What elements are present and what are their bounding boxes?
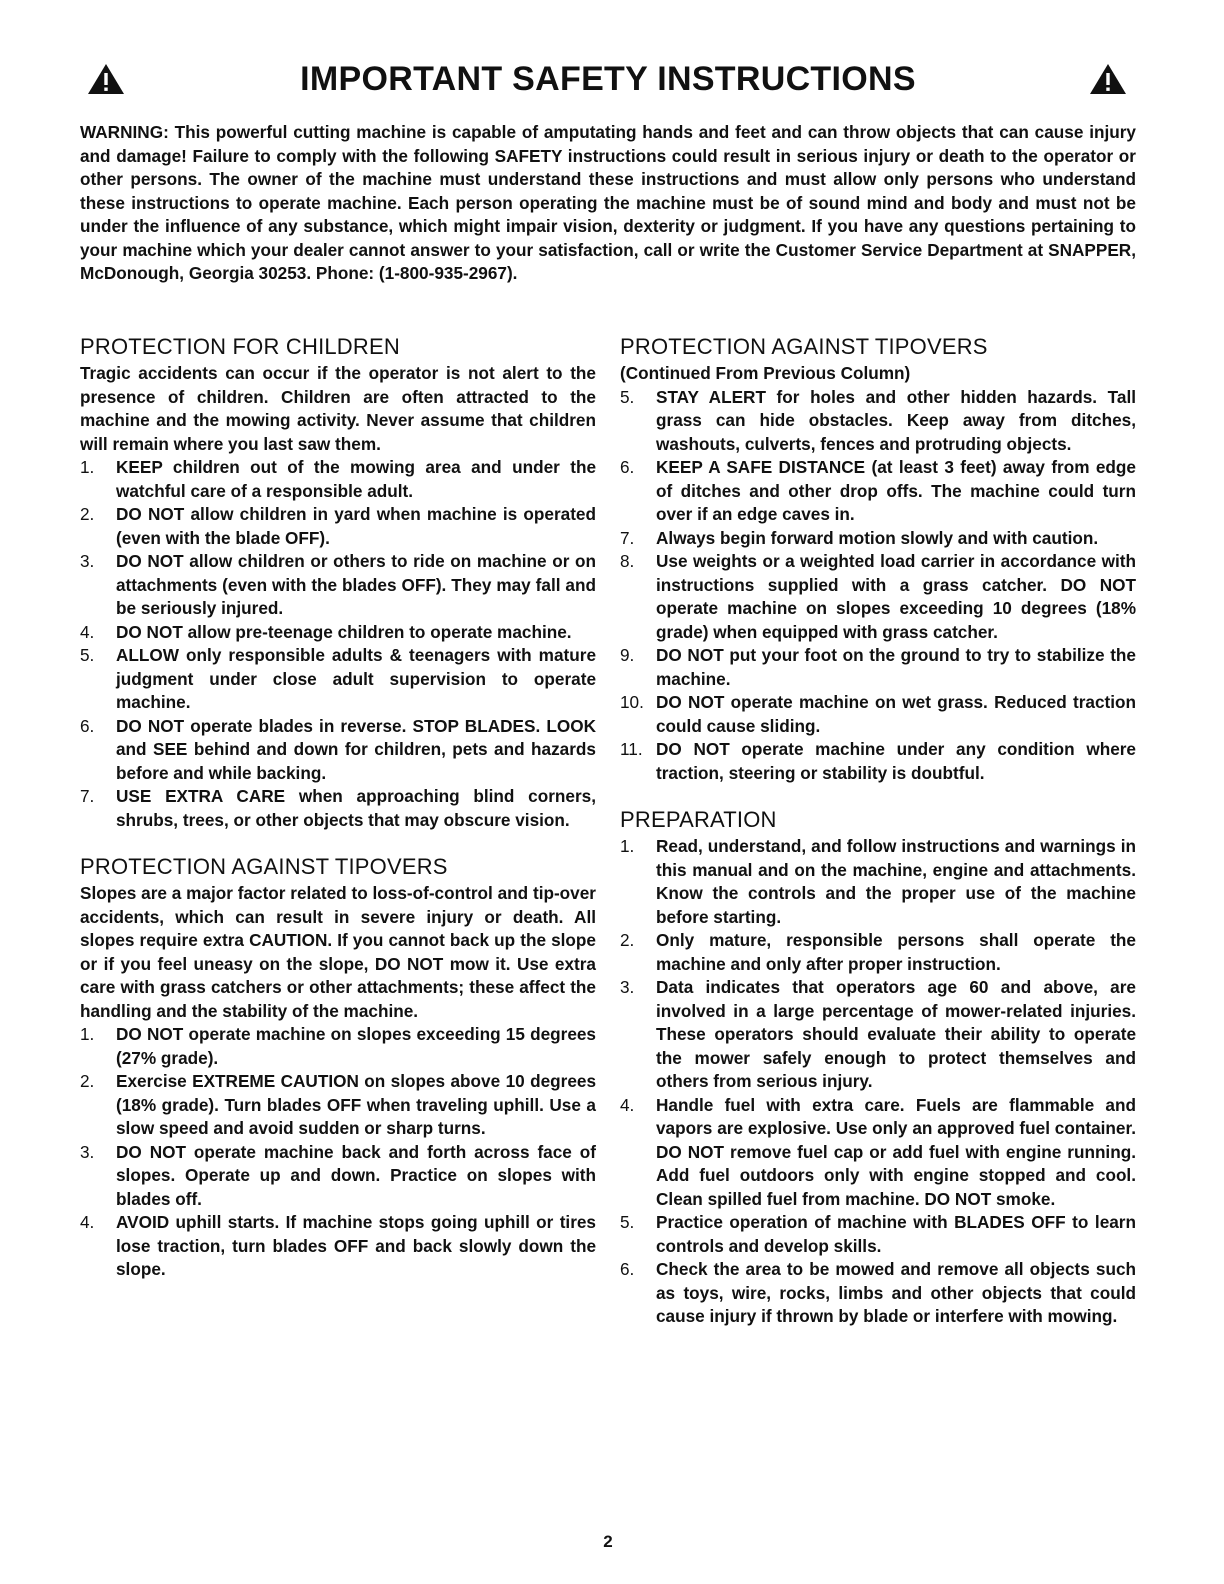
warning-triangle-icon (1088, 62, 1128, 96)
preparation-heading: PREPARATION (620, 807, 777, 832)
list-number: 6. (620, 457, 635, 477)
list-item (80, 1141, 596, 1212)
tipovers-heading: PROTECTION AGAINST TIPOVERS (80, 854, 448, 879)
list-item (620, 550, 1136, 644)
list-text: USE EXTRA CARE when approaching blind corners, shrubs, trees, or other objects that may obscure vision. (116, 786, 596, 830)
list-item (620, 976, 1136, 1094)
list-text: Read, understand, and follow instructions and warnings in this manual and on the machine, engine and attachments. Know the controls and the proper use of the machine before starting. (656, 836, 1136, 927)
list-text: DO NOT operate machine under any condition where traction, steering or stability is doubtful. (656, 739, 1136, 783)
list-number: 8. (620, 551, 635, 571)
list-text: Handle fuel with extra care. Fuels are flammable and vapors are explosive. Use only an approved fuel container. DO NOT remove fuel cap or add fuel with engine running. Add fuel outdoors only with engine stopped and cool. Clean spilled fuel from machine. DO NOT smoke. (656, 1094, 1136, 1209)
list-number: 5. (620, 386, 635, 407)
list-number: 2. (620, 930, 635, 950)
list-number: 1. (620, 836, 635, 856)
list-item (80, 715, 596, 786)
list-number: 2. (80, 504, 95, 524)
list-item (80, 503, 596, 550)
list-text: Practice operation of machine with BLADES OFF to learn controls and develop skills. (656, 1212, 1136, 1256)
list-number: 7. (620, 527, 635, 548)
list-number: 5. (80, 645, 95, 665)
list-text: DO NOT allow pre-teenage children to operate machine. (116, 621, 572, 642)
list-number: 4. (80, 1212, 95, 1232)
list-number: 11. (620, 739, 643, 759)
list-text: KEEP children out of the mowing area and under the watchful care of a responsible adult. (116, 457, 596, 501)
list-item (80, 621, 596, 645)
tipovers-continued-subheading: (Continued From Previous Column) (620, 363, 911, 383)
list-item (80, 785, 596, 832)
tipovers-continued-heading: PROTECTION AGAINST TIPOVERS (620, 334, 988, 359)
right-column (620, 332, 1136, 1329)
list-number: 7. (80, 786, 95, 806)
tipovers-list (80, 1023, 596, 1282)
list-item (620, 456, 1136, 527)
list-number: 5. (620, 1212, 635, 1232)
title-row (80, 54, 1136, 104)
tipovers-continued-list (620, 386, 1136, 786)
list-text: DO NOT allow children or others to ride on machine or on attachments (even with the blades OFF). They may fall and be seriously injured. (116, 551, 596, 618)
list-number: 4. (80, 621, 95, 642)
list-item (620, 386, 1136, 457)
list-text: DO NOT operate machine back and forth across face of slopes. Operate up and down. Practice on slopes with blades off. (116, 1141, 596, 1209)
children-section (80, 332, 596, 832)
list-number: 3. (80, 551, 95, 571)
preparation-section (620, 805, 1136, 1329)
list-item (80, 550, 596, 621)
list-text: DO NOT operate machine on slopes exceeding 15 degrees (27% grade). (116, 1024, 596, 1068)
list-item (620, 929, 1136, 976)
list-item (620, 1094, 1136, 1212)
list-item (80, 1070, 596, 1141)
page-title: IMPORTANT SAFETY INSTRUCTIONS (300, 59, 916, 98)
list-number: 6. (620, 1259, 635, 1279)
page-number: 2 (603, 1532, 613, 1551)
warning-triangle-icon (86, 62, 126, 96)
list-text: DO NOT allow children in yard when machine is operated (even with the blade OFF). (116, 504, 596, 548)
list-number: 6. (80, 715, 95, 736)
list-text: DO NOT operate machine on wet grass. Reduced traction could cause sliding. (656, 692, 1136, 736)
list-item (620, 527, 1136, 551)
left-column (80, 332, 596, 1282)
list-item (80, 644, 596, 715)
list-item (620, 1258, 1136, 1329)
list-number: 3. (80, 1141, 95, 1162)
list-item (620, 691, 1136, 738)
list-item (80, 1023, 596, 1070)
list-text: Exercise EXTREME CAUTION on slopes above 10 degrees (18% grade). Turn blades OFF when traveling uphill. Use a slow speed and avoid sudden or sharp turns. (116, 1071, 596, 1138)
list-item (620, 644, 1136, 691)
list-number: 4. (620, 1094, 635, 1115)
children-heading: PROTECTION FOR CHILDREN (80, 334, 400, 359)
tipovers-intro: Slopes are a major factor related to loss-of-control and tip-over accidents, which can result in severe injury or death. All slopes require extra CAUTION. If you cannot back up the slope or if you feel uneasy on the slope, DO NOT mow it. Use extra care with grass catchers or other attachments; these affect the handling and the stability of the machine. (80, 883, 596, 1021)
page (80, 0, 1136, 1584)
list-number: 9. (620, 645, 635, 665)
list-text: Only mature, responsible persons shall operate the machine and only after proper instruction. (656, 930, 1136, 974)
tipovers-continued-section (620, 332, 1136, 785)
list-item (80, 1211, 596, 1282)
list-text: AVOID uphill starts. If machine stops going uphill or tires lose traction, turn blades OFF and back slowly down the slope. (116, 1212, 596, 1279)
tipovers-section (80, 852, 596, 1282)
preparation-list (620, 835, 1136, 1329)
list-text: Always begin forward motion slowly and with caution. (656, 527, 1099, 548)
list-text: DO NOT operate blades in reverse. STOP BLADES. LOOK and SEE behind and down for children, pets and hazards before and while backing. (116, 715, 596, 783)
list-item (620, 1211, 1136, 1258)
list-number: 1. (80, 1024, 95, 1044)
warning-paragraph: WARNING: This powerful cutting machine is capable of amputating hands and feet and can throw objects that can cause injury and damage! Failure to comply with the following SAFETY instructions could result in serious injury or death to the operator or other persons. The owner of the machine must understand these instructions and must allow only persons who understand these instructions to operate machine. Each person operating the machine must be of sound mind and body and must not be under the influence of any substance, which might impair vision, dexterity or judgment. If you have any questions pertaining to your machine which your dealer cannot answer to your satisfaction, call or write the Customer Service Department at SNAPPER, McDonough, Georgia 30253. Phone: (1-800-935-2967). (80, 122, 1136, 283)
list-text: KEEP A SAFE DISTANCE (at least 3 feet) away from edge of ditches and other drop offs. The machine could turn over if an edge caves in. (656, 457, 1136, 524)
list-number: 10. (620, 692, 644, 712)
list-item (620, 738, 1136, 785)
list-text: Data indicates that operators age 60 and above, are involved in a large percentage of mower-related injuries. These operators should evaluate their ability to operate the mower safely enough to protect themselves and others from serious injury. (656, 977, 1136, 1091)
list-item (620, 835, 1136, 929)
list-item (80, 456, 596, 503)
list-text: ALLOW only responsible adults & teenagers with mature judgment under close adult supervision to operate machine. (116, 645, 596, 712)
list-number: 2. (80, 1071, 95, 1091)
list-text: STAY ALERT for holes and other hidden hazards. Tall grass can hide obstacles. Keep away from ditches, washouts, culverts, fences and protruding objects. (656, 386, 1136, 454)
children-intro: Tragic accidents can occur if the operator is not alert to the presence of children. Children are often attracted to the machine and the mowing activity. Never assume that children will remain where you last saw them. (80, 363, 596, 454)
list-number: 3. (620, 977, 635, 997)
children-list (80, 456, 596, 832)
list-text: Check the area to be mowed and remove all objects such as toys, wire, rocks, limbs and other objects that could cause injury if thrown by blade or interfere with mowing. (656, 1259, 1136, 1326)
list-text: Use weights or a weighted load carrier in accordance with instructions supplied with a grass catcher. DO NOT operate machine on slopes exceeding 10 degrees (18% grade) when equipped with grass catcher. (656, 551, 1136, 642)
list-text: DO NOT put your foot on the ground to try to stabilize the machine. (656, 645, 1136, 689)
list-number: 1. (80, 457, 95, 477)
